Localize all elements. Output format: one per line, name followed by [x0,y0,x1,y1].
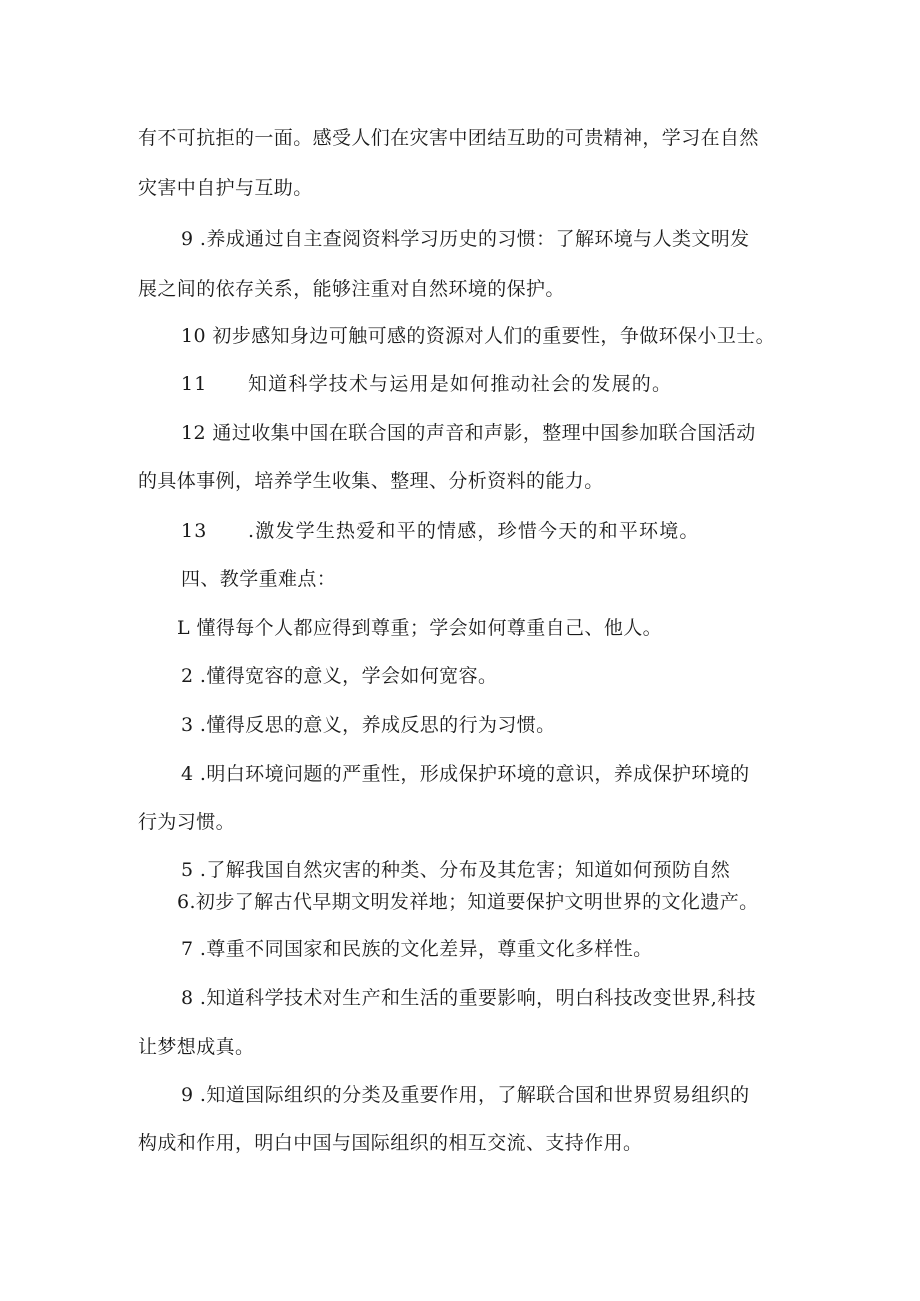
section-heading: 四、教学重难点： [181,568,337,590]
text-line-8: 的具体事例，培养学生收集、整理、分析资料的能力。 [138,470,604,492]
text-line-2: 灾害中自护与互助。 [138,177,313,199]
text-line-14: 4 .明白环境问题的严重性，形成保护环境的意识，养成保护环境的 [181,763,750,785]
text-line-1: 有不可抗拒的一面。感受人们在灾害中团结互助的可贵精神，学习在自然 [138,127,759,149]
text-line-3: 9 .养成通过自主查阅资料学习历史的习惯：了解环境与人类文明发 [181,228,750,250]
text-line-7: 12 通过收集中国在联合国的声音和声影，整理中国参加联合国活动 [181,422,756,444]
text-line-21: 9 .知道国际组织的分类及重要作用，了解联合国和世界贸易组织的 [181,1084,750,1106]
text-line-13: 3 .懂得反思的意义，养成反思的行为习惯。 [181,714,556,736]
text-line-6: 11 知道科学技术与运用是如何推动社会的发展的。 [181,373,673,395]
text-line-19: 8 .知道科学技术对生产和生活的重要影响，明白科技改变世界,科技 [181,987,757,1009]
text-line-16: 5 .了解我国自然灾害的种类、分布及其危害；知道如何预防自然 [181,859,731,881]
text-line-22: 构成和作用，明白中国与国际组织的相互交流、支持作用。 [138,1132,643,1154]
text-line-11: L 懂得每个人都应得到尊重；学会如何尊重自己、他人。 [177,617,663,639]
text-line-15: 行为习惯。 [138,811,236,833]
text-line-5: 10 初步感知身边可触可感的资源对人们的重要性，争做环保小卫士。 [181,325,776,347]
text-line-20: 让梦想成真。 [138,1036,255,1058]
text-line-17: 6.初步了解古代早期文明发祥地；知道要保护文明世界的文化遗产。 [177,891,759,913]
text-line-18: 7 .尊重不同国家和民族的文化差异，尊重文化多样性。 [181,938,653,960]
text-line-9: 13 .激发学生热爱和平的情感，珍惜今天的和平环境。 [181,520,700,542]
text-line-12: 2 .懂得宽容的意义，学会如何宽容。 [181,665,498,687]
text-line-4: 展之间的依存关系，能够注重对自然环境的保护。 [138,278,565,300]
